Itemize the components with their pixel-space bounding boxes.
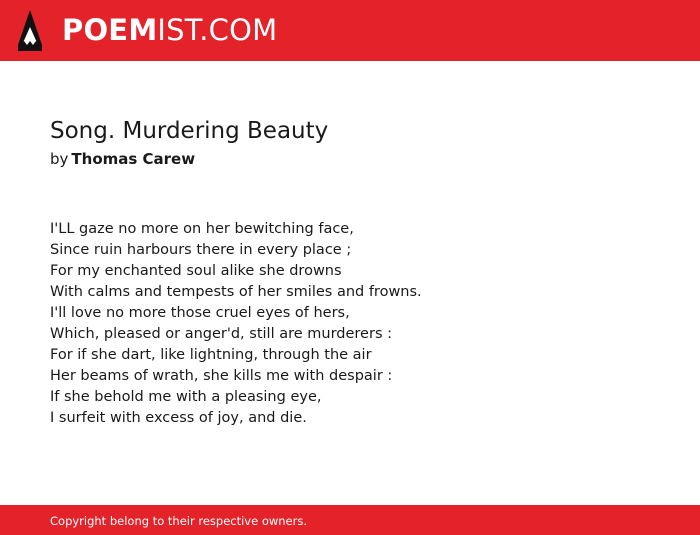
- site-header: [0, 0, 700, 61]
- byline-prefix: by: [50, 150, 69, 168]
- poem-line: Her beams of wrath, she kills me with despair :: [50, 368, 393, 384]
- poem-line: I surfeit with excess of joy, and die.: [50, 410, 307, 426]
- pencil-icon: [18, 10, 42, 51]
- logo-text-bold: POEM: [62, 13, 158, 47]
- author-link[interactable]: Thomas Carew: [71, 150, 196, 168]
- poem-body: [50, 219, 422, 429]
- poem-line: I'll love no more those cruel eyes of hers,: [50, 305, 350, 321]
- poem-line: Which, pleased or anger'd, still are murderers :: [50, 326, 392, 342]
- poem-line: I'LL gaze no more on her bewitching face,: [50, 221, 354, 237]
- logo-text-light: IST.COM: [157, 13, 278, 47]
- poem-line: For my enchanted soul alike she drowns: [50, 263, 342, 279]
- poem-line: With calms and tempests of her smiles and frowns.: [50, 284, 422, 300]
- site-logo-link[interactable]: [18, 10, 277, 51]
- poem-byline: [50, 148, 195, 170]
- copyright-text: Copyright belong to their respective owners.: [50, 514, 308, 528]
- poem-line: Since ruin harbours there in every place ;: [50, 242, 352, 258]
- poem-title: Song. Murdering Beauty: [50, 118, 329, 144]
- site-logo-text: [62, 10, 277, 51]
- site-footer: [0, 505, 700, 535]
- poem-line: For if she dart, like lightning, through the air: [50, 347, 372, 363]
- poem-line: If she behold me with a pleasing eye,: [50, 389, 322, 405]
